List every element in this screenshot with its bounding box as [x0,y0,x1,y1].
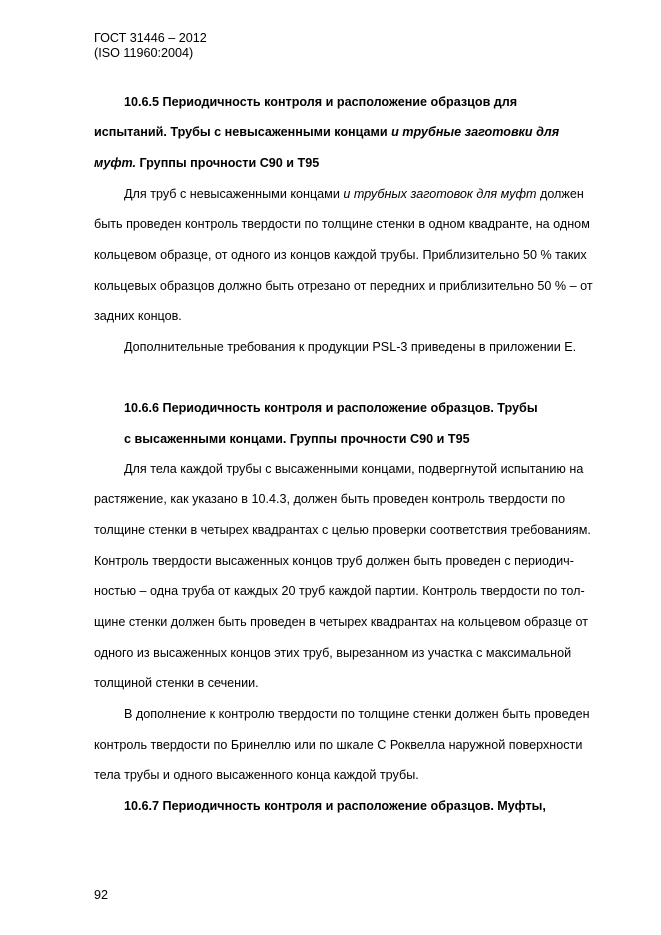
section-10-6-7-heading-line1: 10.6.7 Периодичность контроля и расположение образцов. Муфты, [124,799,546,813]
section-10-6-6-heading-line1: 10.6.6 Периодичность контроля и расположение образцов. Трубы [124,401,538,415]
heading-text: испытаний. Трубы с невысаженными концами [94,125,392,139]
paragraph-line: растяжение, как указано в 10.4.3, должен быть проведен контроль твердости по [94,492,566,506]
paragraph-line: Дополнительные требования к продукции PSL-3 приведены в приложении Е. [124,340,577,354]
paragraph-line: быть проведен контроль твердости по толщине стенки в одном квадранте, на одном [94,217,590,231]
paragraph-line: тела трубы и одного высаженного конца каждой трубы. [94,768,419,782]
paragraph-line: толщине стенки в четырех квадрантах с целью проверки соответствия требованиям. [94,523,591,537]
text: Для труб с невысаженными концами [124,187,344,201]
standard-number: ГОСТ 31446 – 2012 [94,31,207,45]
italic-text: и трубных заготовок для муфт [343,187,537,201]
section-10-6-5-heading-line2 [94,124,559,140]
paragraph-line: ностью – одна труба от каждых 20 труб каждой партии. Контроль твердости по тол- [94,584,585,598]
paragraph-line: одного из высаженных концов этих труб, вырезанном из участка с максимальной [94,646,572,660]
heading-italic-text: и трубные заготовки для [391,125,560,139]
section-10-6-5-heading-line1: 10.6.5 Периодичность контроля и расположение образцов для [124,95,518,109]
paragraph-line: щине стенки должен быть проведен в четырех квадрантах на кольцевом образце от [94,615,589,629]
paragraph-line: кольцевых образцов должно быть отрезано от передних и приблизительно 50 % – от [94,279,593,293]
paragraph-line: задних концов. [94,309,182,323]
page-number: 92 [94,888,109,902]
paragraph-line: контроль твердости по Бринеллю или по шкале С Роквелла наружной поверхности [94,738,583,752]
iso-reference: (ISO 11960:2004) [94,46,194,60]
heading-text: Группы прочности С90 и Т95 [136,156,320,170]
section-10-6-6-heading-line2: с высаженными концами. Группы прочности С90 и Т95 [124,432,470,446]
heading-italic-text: муфт. [94,156,136,170]
paragraph-line: Для тела каждой трубы с высаженными концами, подвергнутой испытанию на [124,462,584,476]
paragraph-line: толщиной стенки в сечении. [94,676,259,690]
paragraph-line [124,186,584,202]
paragraph-line: кольцевом образце, от одного из концов каждой трубы. Приблизительно 50 % таких [94,248,587,262]
text: должен [536,187,584,201]
paragraph-line: В дополнение к контролю твердости по толщине стенки должен быть проведен [124,707,590,721]
paragraph-line: Контроль твердости высаженных концов труб должен быть проведен с периодич- [94,554,574,568]
section-10-6-5-heading-line3 [94,155,319,171]
